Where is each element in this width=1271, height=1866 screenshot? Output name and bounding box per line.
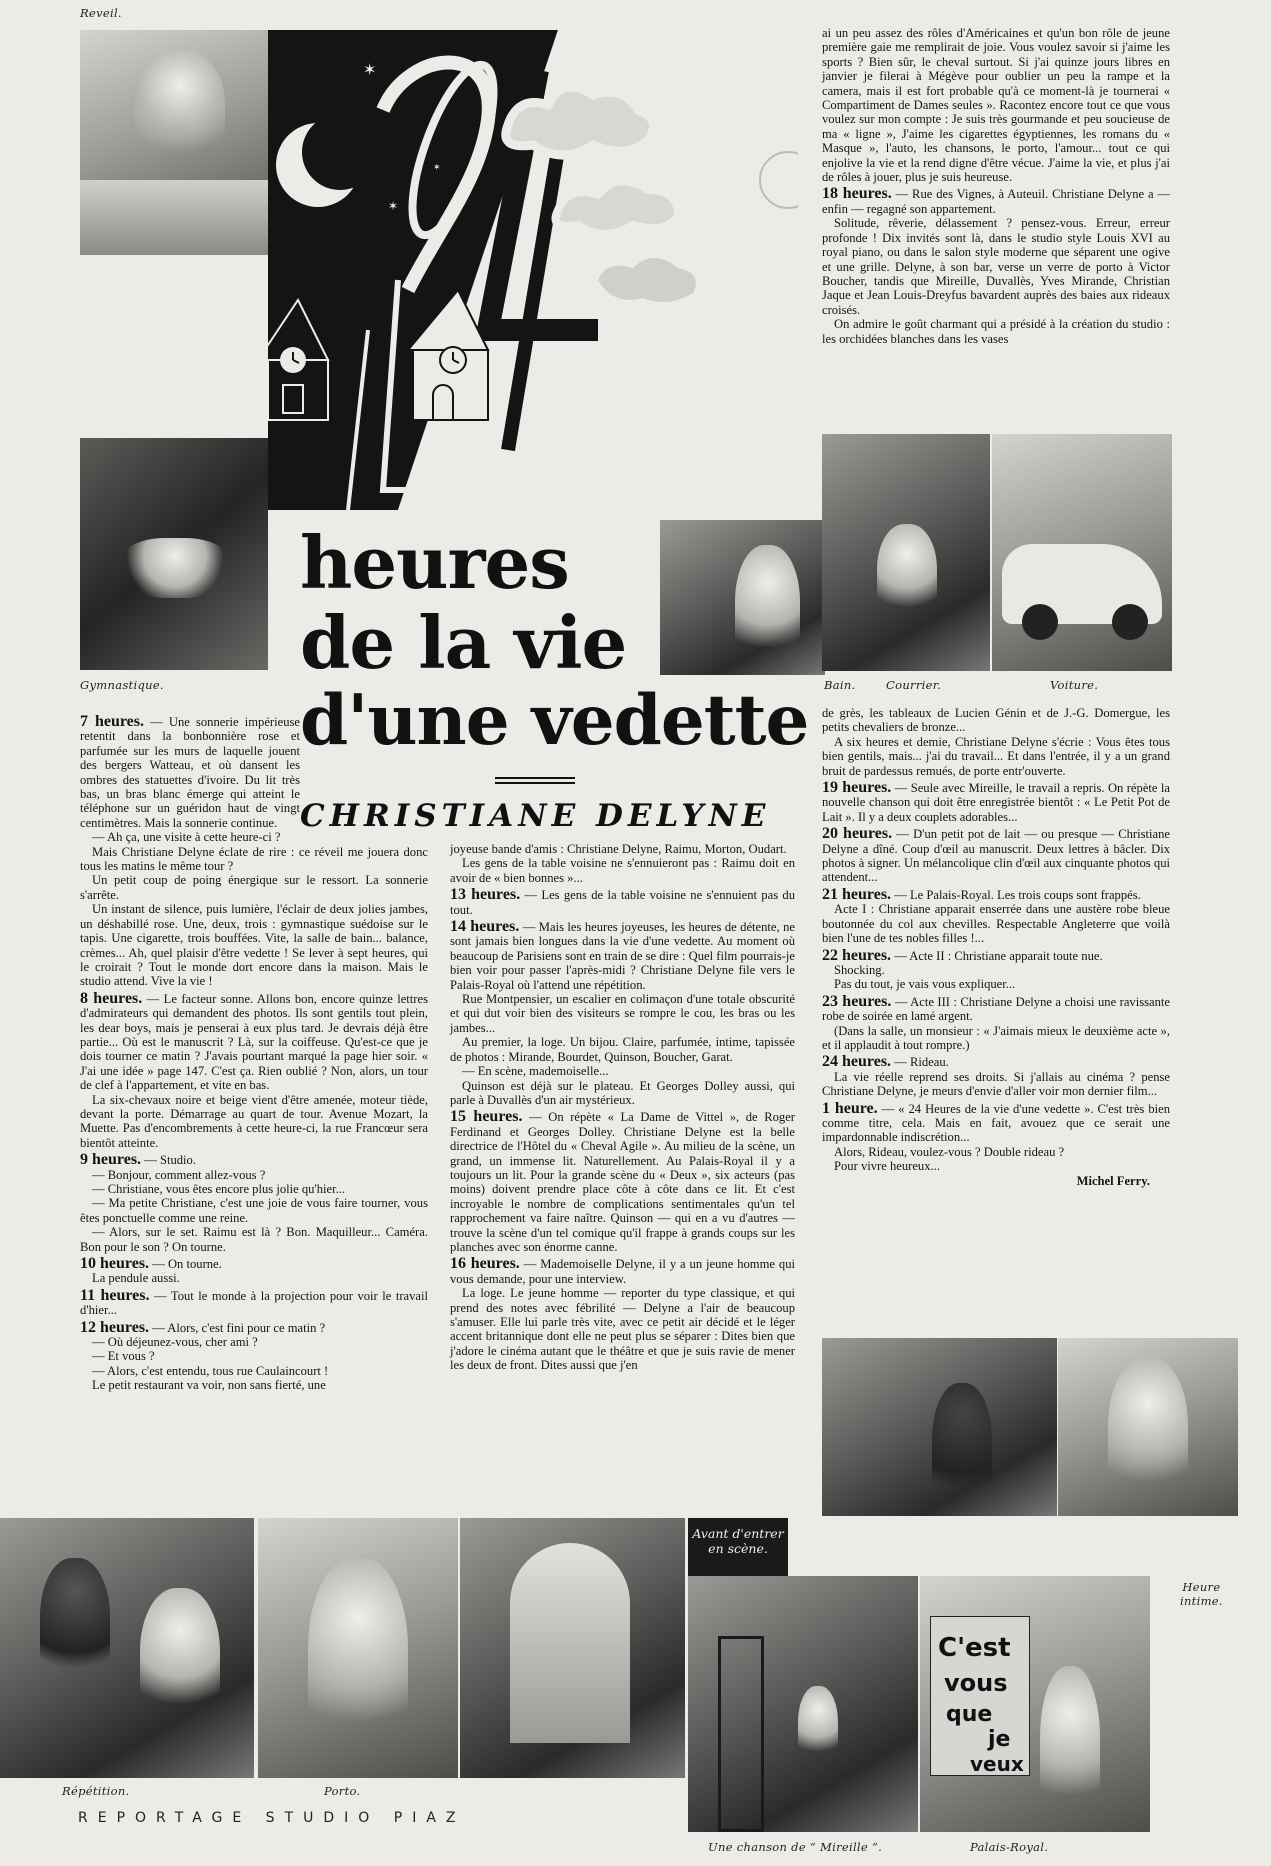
text-7h: — Une sonnerie impérieuse retentit dans la bonbonnière rose et parfumée sur les murs de laquelle jouent des bergers Watteau, et où dansent les ombres des statuettes d'ivoire. Du lit très bas, un bras blanc émerge qui atteint le téléphone sur un guéridon haut de vingt centimètres. Mais la sonnerie continue.	[80, 715, 300, 830]
paragraph-13h	[450, 888, 795, 917]
caption-repetition: Répétition.	[62, 1784, 130, 1798]
paragraph-7h	[80, 715, 300, 830]
paragraph-16h	[450, 1257, 795, 1286]
svg-text:✶: ✶	[363, 60, 377, 79]
text-12h: — Alors, c'est fini pour ce matin ?	[149, 1320, 326, 1335]
photo-loge	[822, 1338, 1057, 1516]
text-11h: — Tout le monde à la projection pour voir le travail d'hier...	[80, 1288, 429, 1318]
text-8h: — Le facteur sonne. Allons bon, encore quinze lettres d'admirateurs qui demandent des photos. Ils sont gentils tout plein, les dear boys, mais je penserai à eux plus tard. Je devrais déjà être partie... Où est le manuscrit ? Là, sur la coiffeuse. Qu'est-ce que je dois tourner ce matin ? J'avais pourtant marqué la page hier soir. « J'ai une idée » page 147. C'est ça. Rien oublié ? Non, alors, un tour de clef à l'appartement, et vite en bas.	[80, 991, 428, 1093]
col2-p6: Au premier, la loge. Un bijou. Claire, parfumée, intime, tapissée de photos : Mirande, Bourdet, Quinson, Boucher, Garat.	[450, 1035, 795, 1064]
col1-p10: — Christiane, vous êtes encore plus jolie qu'hier...	[92, 1182, 346, 1196]
paragraph-11h	[80, 1286, 429, 1318]
paragraph-20h	[822, 827, 1170, 885]
caption-avant-line2: en scène.	[708, 1541, 768, 1556]
hour-20: 20 heures.	[822, 825, 893, 843]
col4-p1: de grès, les tableaux de Lucien Génin et de J.-G. Domergue, les petits chevaliers de bronze...	[822, 706, 1170, 735]
hour-24: 24 heures.	[822, 1053, 892, 1071]
photo-chanson	[688, 1576, 918, 1832]
caption-avant-line1: Avant d'entrer	[692, 1526, 784, 1541]
text-1h: — « 24 Heures de la vie d'une vedette ». C'est très bien comme titre, cela. Mais en fait, avouez que ce serait une impardonnable indiscrétion...	[822, 1101, 1171, 1145]
text-10h: — On tourne.	[149, 1257, 222, 1272]
caption-heure-intime	[1180, 1580, 1223, 1608]
svg-text:✶: ✶	[433, 163, 441, 173]
poster-graphic	[930, 1616, 1030, 1776]
paragraph-21h	[822, 885, 1170, 903]
col1-p19: — Alors, c'est entendu, tous rue Caulaincourt !	[92, 1363, 329, 1378]
col1-p12: — Alors, sur le set. Raimu est là ? Bon. Maquilleur... Caméra. Bon pour le son ? On tourne.	[80, 1225, 428, 1254]
col3-p4: On admire le goût charmant qui a présidé à la création du studio : les orchidées blanches dans les vases	[822, 317, 1170, 346]
hour-10: 10 heures.	[80, 1255, 150, 1273]
col2-p8: Quinson est déjà sur le plateau. Et Georges Dolley aussi, qui parle à Duvallès d'un air mystérieux.	[450, 1078, 795, 1107]
title-illustration	[268, 30, 798, 510]
paragraph-10h	[80, 1257, 428, 1271]
text-23h: — Acte III : Christiane Delyne a choisi une ravissante robe de soirée en lamé argent.	[822, 994, 1170, 1024]
hour-16: 16 heures.	[450, 1255, 520, 1273]
paragraph-15h	[450, 1110, 795, 1254]
paragraph-23h	[822, 992, 1170, 1024]
caption-heure-line2: intime.	[1180, 1594, 1223, 1608]
col1-p20: Le petit restaurant va voir, non sans fierté, une	[92, 1378, 326, 1393]
text-24h: — Rideau.	[891, 1055, 949, 1070]
column-4	[822, 706, 1170, 1188]
col1-p18: — Et vous ?	[92, 1349, 155, 1364]
title-line1: heures	[300, 520, 569, 605]
photo-gymnastique	[80, 438, 268, 670]
paragraph-18h	[822, 187, 1170, 216]
col4-p2: A six heures et demie, Christiane Delyne s'écrie : Vous êtes tous bien gentils, mais... j'ai du travail... Et dans l'entrée, il y a un grand bruit de pardessus remués, de porte entr'ouverte.	[822, 734, 1170, 778]
caption-palais-royal: Palais-Royal.	[970, 1840, 1049, 1854]
hour-18: 18 heures.	[822, 185, 892, 203]
caption-box-avant	[688, 1518, 788, 1576]
col1-p7: La six-chevaux noire et beige vient d'être amenée, moteur tiède, devant la porte. Démarrage au quart de tour. Avenue Mozart, la Muette. Pas d'encombrements à cette heure-ci, la rue Francœur sera bientôt atteinte.	[80, 1092, 428, 1150]
col1-p9: — Bonjour, comment allez-vous ?	[92, 1167, 266, 1182]
col2-p2: Les gens de la table voisine ne s'ennuieront pas : Raimu doit en avoir de « bien bonnes »...	[450, 856, 795, 885]
photo-porto	[258, 1518, 458, 1778]
paragraph-9h	[80, 1153, 428, 1167]
hour-22: 22 heures.	[822, 946, 892, 964]
col1-p5: Un instant de silence, puis lumière, l'éclair de deux jolies jambes, un déshabillé rose. Une, deux, trois : gymnastique suédoise sur le tapis. Une cigarette, trois bouffées. Vite, la salle de bain... balance, crèmes... Ah, quel plaisir d'être vedette ! Se lever à sept heures, qui le croirait ? Tout le monde dort encore dans la maison. Mais le studio attend. Vive la vie !	[80, 902, 428, 989]
title-line3: d'une vedette	[300, 680, 809, 761]
hour-12: 12 heures.	[80, 1318, 150, 1336]
hour-19: 19 heures.	[822, 779, 892, 797]
col3-p3: Solitude, rêverie, délassement ? pensez-vous. Erreur, erreur profonde ! Dix invités sont là, dans le studio style Louis XVI au royal piano, ou dans le salon style moderne que séparent une ogive et une grille. Delyne, à son bar, verse un verre de porto à Victor Boucher, tandis que Mireille, Duvallès, Yves Mirande, Christian Jaque et Jean Louis-Dreyfus bavardent auprès des baies aux rideaux croisés.	[822, 216, 1170, 317]
photo-palais-royal	[920, 1576, 1150, 1832]
text-19h: — Seule avec Mireille, le travail a repris. On répète la nouvelle chanson qui doit être enregistrée bientôt : « Le Petit Pot de Lait ». Il y a deux couplets adorables...	[822, 781, 1170, 824]
subtitle-name: CHRISTIANE DELYNE	[300, 798, 771, 834]
col2-p1: joyeuse bande d'amis : Christiane Delyne, Raimu, Morton, Oudart.	[450, 842, 787, 856]
col4-p13: La vie réelle reprend ses droits. Si j'allais au cinéma ? pense Christiane Delyne, je meurs d'envie d'aller voir mon dernier film...	[822, 1069, 1170, 1099]
caption-heure-line1: Heure	[1182, 1580, 1221, 1594]
text-22h: — Acte II : Christiane apparait toute nue.	[891, 948, 1103, 963]
poster-word-3: que	[946, 1702, 993, 1727]
col4-p16: Pour vivre heureux...	[834, 1159, 940, 1174]
author-signature	[822, 1174, 1170, 1188]
hour-13: 13 heures.	[450, 886, 521, 904]
col2-p5: Rue Montpensier, un escalier en colimaçon d'une totale obscurité et qui dut voir bien des visiteurs se rompre le cou, les bras ou les jambes...	[450, 992, 795, 1035]
hour-9: 9 heures.	[80, 1151, 142, 1169]
svg-text:✶: ✶	[388, 199, 399, 213]
hour-14: 14 heures.	[450, 918, 520, 936]
poster-word-2: vous	[944, 1669, 1008, 1697]
paragraph-12h	[80, 1318, 428, 1336]
column-1	[80, 712, 428, 1393]
title-line2: de la vie	[300, 600, 627, 685]
column-3	[822, 26, 1170, 346]
title-rule	[495, 777, 575, 784]
hour-1: 1 heure.	[822, 1099, 878, 1117]
paragraph-8h	[80, 989, 428, 1093]
col4-p15: Alors, Rideau, voulez-vous ? Double rideau ?	[834, 1144, 1065, 1159]
col3-p1: ai un peu assez des rôles d'Américaines et qu'un bon rôle de jeune première gaie me remplirait de joie. Vous voulez savoir si j'aime les sports ? Bien sûr, le cheval surtout. Si j'ai quinze jours libres en janvier je filerai à Mégève pour oublier un peu la rampe et la camera, mais il est fort probable qu'à ce moment-là je tournerai « Compartiment de Dames seules ». Racontez encore tout ce que vous voulez sur mon compte : Je suis très gourmande et peu soucieuse de ma « ligne », J'aime les cigarettes égyptiennes, les romans du « Masque », l'auto, les chansons, le porto, l'amour... tout ce qui enjolive la vie et la rend digne d'être vécue. J'aime la vie, et plus j'ai de rôles à jouer, plus je suis heureuse.	[822, 26, 1170, 185]
col1-p3: Mais Christiane Delyne éclate de rire : ce réveil me jouera donc tous les matins le même tour ?	[80, 844, 428, 874]
col1-p11: — Ma petite Christiane, c'est une joie de vous faire tourner, vous êtes ponctuelle comme une reine.	[80, 1196, 428, 1225]
paragraph-24h	[822, 1055, 1170, 1069]
hour-11: 11 heures.	[80, 1286, 150, 1304]
paragraph-14h	[450, 920, 795, 992]
text-15h: — On répète « La Dame de Vittel », de Roger Ferdinand et Georges Dolley. Christiane Delyne est la belle directrice de l'Hôtel du « Cheval Agile ». Au milieu de la scène, un grand, un immense lit. Naturellement. Au Palais-Royal il y a toujours un lit. Pour la grande scène du « Deux », six acteurs (pas moins) doivent prendre place côte à côte dans ce lit. Et c'est incroyable le nombre de complications sentimentales qu'un tel rapprochement va faire naître. Quinson — qui en a vu d'autres — trouve la scène d'un tel comique qu'il frappe à grands coups sur les planches avec son énorme canne.	[450, 1110, 796, 1254]
col4-p8: Shocking.	[834, 962, 885, 977]
text-16h: — Mademoiselle Delyne, il y a un jeune homme qui vous demande, pour une interview.	[450, 1257, 795, 1286]
text-20h: — D'un petit pot de lait — ou presque — Christiane Delyne a dîné. Coup d'œil au manuscrit. Deux lettres à bâcler. Dix photos à signer. Un mélancolique clin d'œil aux cinquante photos qui attendent...	[822, 827, 1170, 885]
hour-15: 15 heures.	[450, 1108, 523, 1126]
text-21h: — Le Palais-Royal. Les trois coups sont frappés.	[891, 887, 1141, 902]
col1-p2: — Ah ça, une visite à cette heure-ci ?	[92, 830, 281, 845]
col1-p4: Un petit coup de poing énergique sur le ressort. La sonnerie s'arrête.	[80, 873, 428, 902]
text-13h: — Les gens de la table voisine ne s'ennuient pas du tout.	[450, 888, 795, 917]
col4-p6: Acte I : Christiane apparait enserrée dans une austère robe bleue boutonnée du col aux chevilles. Respectable Angleterre que voilà bien l'une de tes nobles filles !...	[822, 902, 1170, 946]
col1-p14: La pendule aussi.	[92, 1271, 180, 1286]
col4-p11: (Dans la salle, un monsieur : « J'aimais mieux le deuxième acte », et il applaudit à tout rompre.)	[822, 1023, 1170, 1052]
footer-credit: REPORTAGE STUDIO PIAZ	[78, 1810, 466, 1826]
text-9h: — Studio.	[141, 1153, 196, 1168]
photo-voiture	[992, 434, 1172, 671]
poster-word-4: je	[988, 1727, 1011, 1752]
col2-p11: La loge. Le jeune homme — reporter du type classique, et qui prend des notes avec fébrilité — Delyne a l'air de beaucoup s'amuser. Elle lui parle très vite, avec ce petit air décidé et le léger accent britannique dont elle ne peut plus se séparer : Dites bien que j'adore le cinéma autant que le théâtre et que je suis ravie de mener les deux de front. Dites aussi que j'en	[450, 1286, 795, 1373]
hour-8: 8 heures.	[80, 989, 143, 1007]
poster-word-5: veux	[970, 1752, 1024, 1776]
caption-reveil: Reveil.	[80, 6, 122, 20]
author-name: Michel Ferry.	[1076, 1173, 1150, 1188]
paragraph-1h	[822, 1099, 1171, 1145]
caption-chanson: Une chanson de “ Mireille ”.	[708, 1840, 883, 1854]
paragraph-22h	[822, 946, 1170, 964]
caption-courrier: Courrier.	[886, 678, 942, 692]
text-14h: — Mais les heures joyeuses, les heures de détente, ne sont jamais bien longues dans la vie d'une vedette. Au moment où beaucoup de Parisiens sont en train de se dire : Quel film pourrais-je bien voir pour passer l'après-midi ? Christiane Delyne file vers le Palais-Royal où l'attend une répétition.	[450, 920, 795, 992]
col4-p9: Pas du tout, je vais vous expliquer...	[834, 977, 1016, 992]
column-2	[450, 842, 795, 1373]
caption-voiture: Voiture.	[1050, 678, 1099, 692]
caption-bain: Bain.	[824, 678, 856, 692]
caption-porto: Porto.	[324, 1784, 361, 1798]
photo-heure-intime	[1058, 1338, 1238, 1516]
col2-p7: — En scène, mademoiselle...	[462, 1064, 609, 1079]
photo-reveil	[80, 30, 268, 255]
text-18h: — Rue des Vignes, à Auteuil. Christiane Delyne a — enfin — regagné son appartement.	[822, 187, 1170, 216]
caption-gymnastique: Gymnastique.	[80, 678, 164, 692]
poster-word-1: C'est	[938, 1633, 1011, 1663]
svg-text:✶: ✶	[418, 252, 427, 263]
hour-21: 21 heures.	[822, 885, 892, 903]
photo-bain	[660, 520, 825, 675]
photo-courrier	[822, 434, 990, 671]
hour-23: 23 heures.	[822, 992, 892, 1010]
col1-p17: — Où déjeunez-vous, cher ami ?	[92, 1335, 258, 1350]
hour-7: 7 heures.	[80, 713, 145, 730]
photo-salon	[460, 1518, 685, 1778]
paragraph-19h	[822, 781, 1170, 824]
photo-repetition	[0, 1518, 254, 1778]
